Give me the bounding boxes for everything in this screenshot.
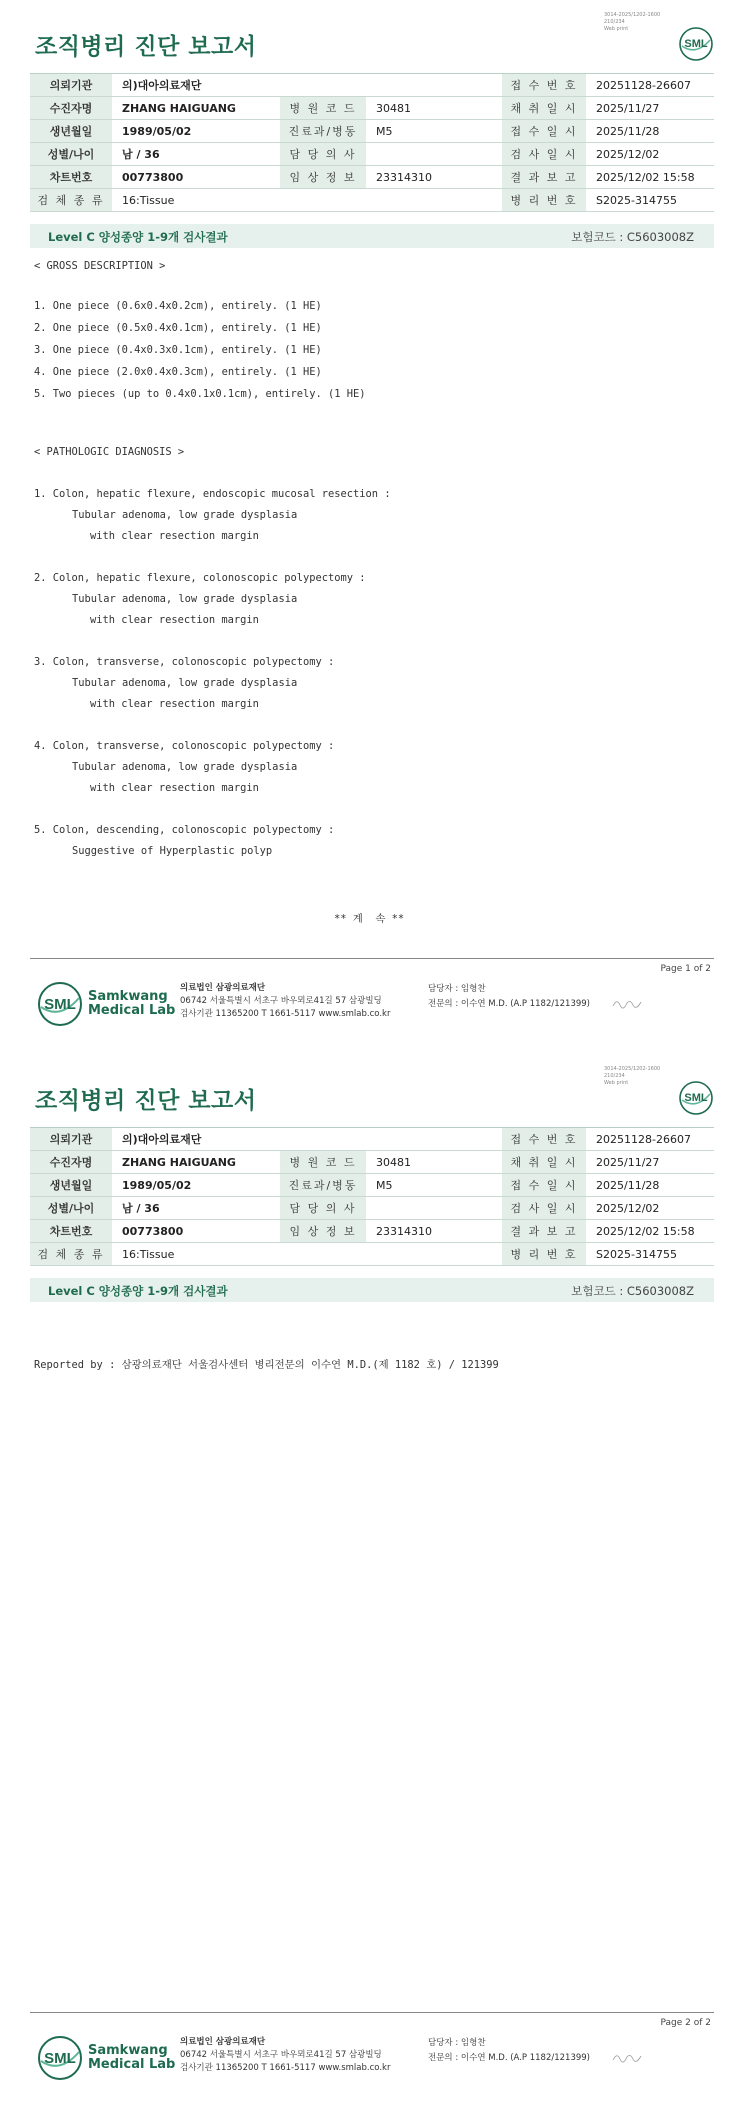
info-value: 16:Tissue [112, 189, 280, 212]
info-value: 2025/12/02 15:58 [586, 166, 714, 189]
test-name-bar [30, 224, 714, 248]
diagnosis-margin: with clear resection margin [90, 614, 259, 626]
info-row [30, 1197, 714, 1220]
page-number: Page 2 of 2 [660, 2018, 711, 2028]
info-value: 1989/05/02 [112, 1174, 280, 1197]
info-label: 의뢰기관 [30, 1128, 112, 1151]
sml-logo-icon [678, 1080, 714, 1116]
patient-info-table [30, 1128, 714, 1266]
info-label: 생년월일 [30, 1174, 112, 1197]
info-value: 2025/12/02 15:58 [586, 1220, 714, 1243]
info-value: 30481 [366, 97, 502, 120]
info-label: 의뢰기관 [30, 74, 112, 97]
gross-item: 1. One piece (0.6x0.4x0.2cm), entirely. (1 HE) [34, 300, 322, 312]
report-page-1 [0, 0, 744, 1050]
info-value: 20251128-26607 [586, 1128, 714, 1151]
info-label: 채 취 일 시 [502, 1151, 586, 1174]
info-label: 담 당 의 사 [280, 1197, 366, 1220]
sml-logo-icon [36, 2034, 84, 2082]
page-number: Page 1 of 2 [660, 964, 711, 974]
info-label: 차트번호 [30, 166, 112, 189]
gross-item: 2. One piece (0.5x0.4x0.1cm), entirely. (1 HE) [34, 322, 322, 334]
info-label: 접 수 번 호 [502, 74, 586, 97]
info-row [30, 143, 714, 166]
svg-text:SML: SML [44, 2050, 76, 2067]
report-title: 조직병리 진단 보고서 [35, 34, 257, 60]
info-value: 00773800 [112, 1220, 280, 1243]
gross-item: 4. One piece (2.0x0.4x0.3cm), entirely. (1 HE) [34, 366, 322, 378]
info-value: 20251128-26607 [586, 74, 714, 97]
info-value: S2025-314755 [586, 1243, 714, 1266]
info-label: 검 사 일 시 [502, 143, 586, 166]
signature-icon [612, 2051, 642, 2063]
footer-divider [30, 958, 714, 959]
diagnosis-finding: Tubular adenoma, low grade dysplasia [72, 677, 298, 689]
test-name: Level C 양성종양 1-9개 검사결과 [48, 1284, 228, 1298]
info-value: 2025/11/28 [586, 1174, 714, 1197]
info-row [30, 120, 714, 143]
footer-signers: 담당자 : 임형찬 전문의 : 이수연 M.D. (A.P 1182/121399) [428, 2038, 590, 2063]
info-label [280, 1243, 366, 1266]
diagnosis-finding: Suggestive of Hyperplastic polyp [72, 845, 273, 857]
test-name-bar [30, 1278, 714, 1302]
info-value: 30481 [366, 1151, 502, 1174]
info-value: ZHANG HAIGUANG [112, 97, 280, 120]
info-value: 의)대아의료재단 [112, 1128, 280, 1151]
diagnosis-finding: Tubular adenoma, low grade dysplasia [72, 593, 298, 605]
info-label: 담 당 의 사 [280, 143, 366, 166]
info-label: 검 체 종 류 [30, 1243, 112, 1266]
info-value: 2025/11/27 [586, 97, 714, 120]
sml-logo-icon [678, 26, 714, 62]
info-label: 병 리 번 호 [502, 1243, 586, 1266]
info-row [30, 74, 714, 97]
info-value: 의)대아의료재단 [112, 74, 280, 97]
diagnosis-finding: Tubular adenoma, low grade dysplasia [72, 509, 298, 521]
info-value: M5 [366, 1174, 502, 1197]
doc-meta: 3014-2025/1202-1600 210/234 Web print [604, 12, 661, 32]
diagnosis-margin: with clear resection margin [90, 530, 259, 542]
info-label: 수진자명 [30, 1151, 112, 1174]
diagnosis-finding: Tubular adenoma, low grade dysplasia [72, 761, 298, 773]
info-row [30, 1128, 714, 1151]
info-label: 접 수 일 시 [502, 1174, 586, 1197]
info-value: S2025-314755 [586, 189, 714, 212]
reported-by: Reported by : 삼광의료재단 서울검사센터 병리전문의 이수연 M.D.(제 1182 호) / 121399 [34, 1359, 499, 1371]
info-label: 검 체 종 류 [30, 189, 112, 212]
info-value [366, 189, 502, 212]
info-row [30, 1220, 714, 1243]
report-page-2 [0, 1054, 744, 2104]
diagnosis-margin: with clear resection margin [90, 782, 259, 794]
info-value: 23314310 [366, 1220, 502, 1243]
info-value [366, 1128, 502, 1151]
info-label: 생년월일 [30, 120, 112, 143]
info-label: 성별/나이 [30, 143, 112, 166]
svg-text:SML: SML [44, 996, 76, 1013]
test-name: Level C 양성종양 1-9개 검사결과 [48, 230, 228, 244]
info-row [30, 189, 714, 212]
gross-item: 3. One piece (0.4x0.3x0.1cm), entirely. (1 HE) [34, 344, 322, 356]
info-label: 임 상 정 보 [280, 1220, 366, 1243]
info-label: 진료과/병동 [280, 120, 366, 143]
info-label: 검 사 일 시 [502, 1197, 586, 1220]
info-value [366, 1243, 502, 1266]
diagnosis-site: 1. Colon, hepatic flexure, endoscopic mucosal resection : [34, 488, 391, 500]
info-label: 병 원 코 드 [280, 1151, 366, 1174]
info-label: 차트번호 [30, 1220, 112, 1243]
brand-name: Samkwang Medical Lab [88, 989, 176, 1018]
diagnosis-site: 2. Colon, hepatic flexure, colonoscopic polypectomy : [34, 572, 366, 584]
info-value: 남 / 36 [112, 143, 280, 166]
info-value: 16:Tissue [112, 1243, 280, 1266]
brand-name: Samkwang Medical Lab [88, 2043, 176, 2072]
signature-icon [612, 997, 642, 1009]
info-label [280, 189, 366, 212]
info-label: 채 취 일 시 [502, 97, 586, 120]
svg-text:SML: SML [684, 38, 708, 50]
info-value: 2025/12/02 [586, 1197, 714, 1220]
continued-note: ** 계 속 ** [334, 913, 405, 925]
info-value [366, 1197, 502, 1220]
info-value: 남 / 36 [112, 1197, 280, 1220]
footer-org-info: 의료법인 삼광의료재단 06742 서울특별시 서초구 바우뫼로41길 57 삼광빌딩 검사기관 11365200 T 1661-5117 www.smlab.co.kr [180, 2037, 391, 2073]
info-label [280, 1128, 366, 1151]
svg-text:SML: SML [684, 1092, 708, 1104]
info-label: 결 과 보 고 [502, 1220, 586, 1243]
info-value: 2025/12/02 [586, 143, 714, 166]
info-row [30, 1243, 714, 1266]
report-title: 조직병리 진단 보고서 [35, 1088, 257, 1114]
insurance-code: 보험코드 : C5603008Z [571, 230, 694, 244]
diagnosis-margin: with clear resection margin [90, 698, 259, 710]
diagnosis-site: 5. Colon, descending, colonoscopic polypectomy : [34, 824, 335, 836]
info-value: 2025/11/28 [586, 120, 714, 143]
info-row [30, 166, 714, 189]
info-value: M5 [366, 120, 502, 143]
info-value: 1989/05/02 [112, 120, 280, 143]
diagnosis-heading: < PATHOLOGIC DIAGNOSIS > [34, 446, 185, 458]
sml-logo-icon [36, 980, 84, 1028]
footer-divider [30, 2012, 714, 2013]
info-row [30, 1174, 714, 1197]
info-label: 수진자명 [30, 97, 112, 120]
info-value: 00773800 [112, 166, 280, 189]
info-label [280, 74, 366, 97]
info-label: 병 리 번 호 [502, 189, 586, 212]
gross-heading: < GROSS DESCRIPTION > [34, 260, 166, 272]
info-label: 진료과/병동 [280, 1174, 366, 1197]
info-value [366, 143, 502, 166]
info-label: 성별/나이 [30, 1197, 112, 1220]
info-label: 결 과 보 고 [502, 166, 586, 189]
doc-meta: 3014-2025/1202-1600 210/234 Web print [604, 1066, 661, 1086]
info-label: 접 수 번 호 [502, 1128, 586, 1151]
patient-info-table [30, 74, 714, 212]
gross-item: 5. Two pieces (up to 0.4x0.1x0.1cm), entirely. (1 HE) [34, 388, 366, 400]
info-value [366, 74, 502, 97]
diagnosis-site: 4. Colon, transverse, colonoscopic polypectomy : [34, 740, 335, 752]
info-label: 병 원 코 드 [280, 97, 366, 120]
diagnosis-site: 3. Colon, transverse, colonoscopic polypectomy : [34, 656, 335, 668]
info-value: 2025/11/27 [586, 1151, 714, 1174]
info-value: ZHANG HAIGUANG [112, 1151, 280, 1174]
footer-org-info: 의료법인 삼광의료재단 06742 서울특별시 서초구 바우뫼로41길 57 삼광빌딩 검사기관 11365200 T 1661-5117 www.smlab.co.kr [180, 983, 391, 1019]
info-label: 임 상 정 보 [280, 166, 366, 189]
info-row [30, 97, 714, 120]
footer-signers: 담당자 : 임형찬 전문의 : 이수연 M.D. (A.P 1182/121399) [428, 984, 590, 1009]
info-label: 접 수 일 시 [502, 120, 586, 143]
insurance-code: 보험코드 : C5603008Z [571, 1284, 694, 1298]
info-value: 23314310 [366, 166, 502, 189]
info-row [30, 1151, 714, 1174]
